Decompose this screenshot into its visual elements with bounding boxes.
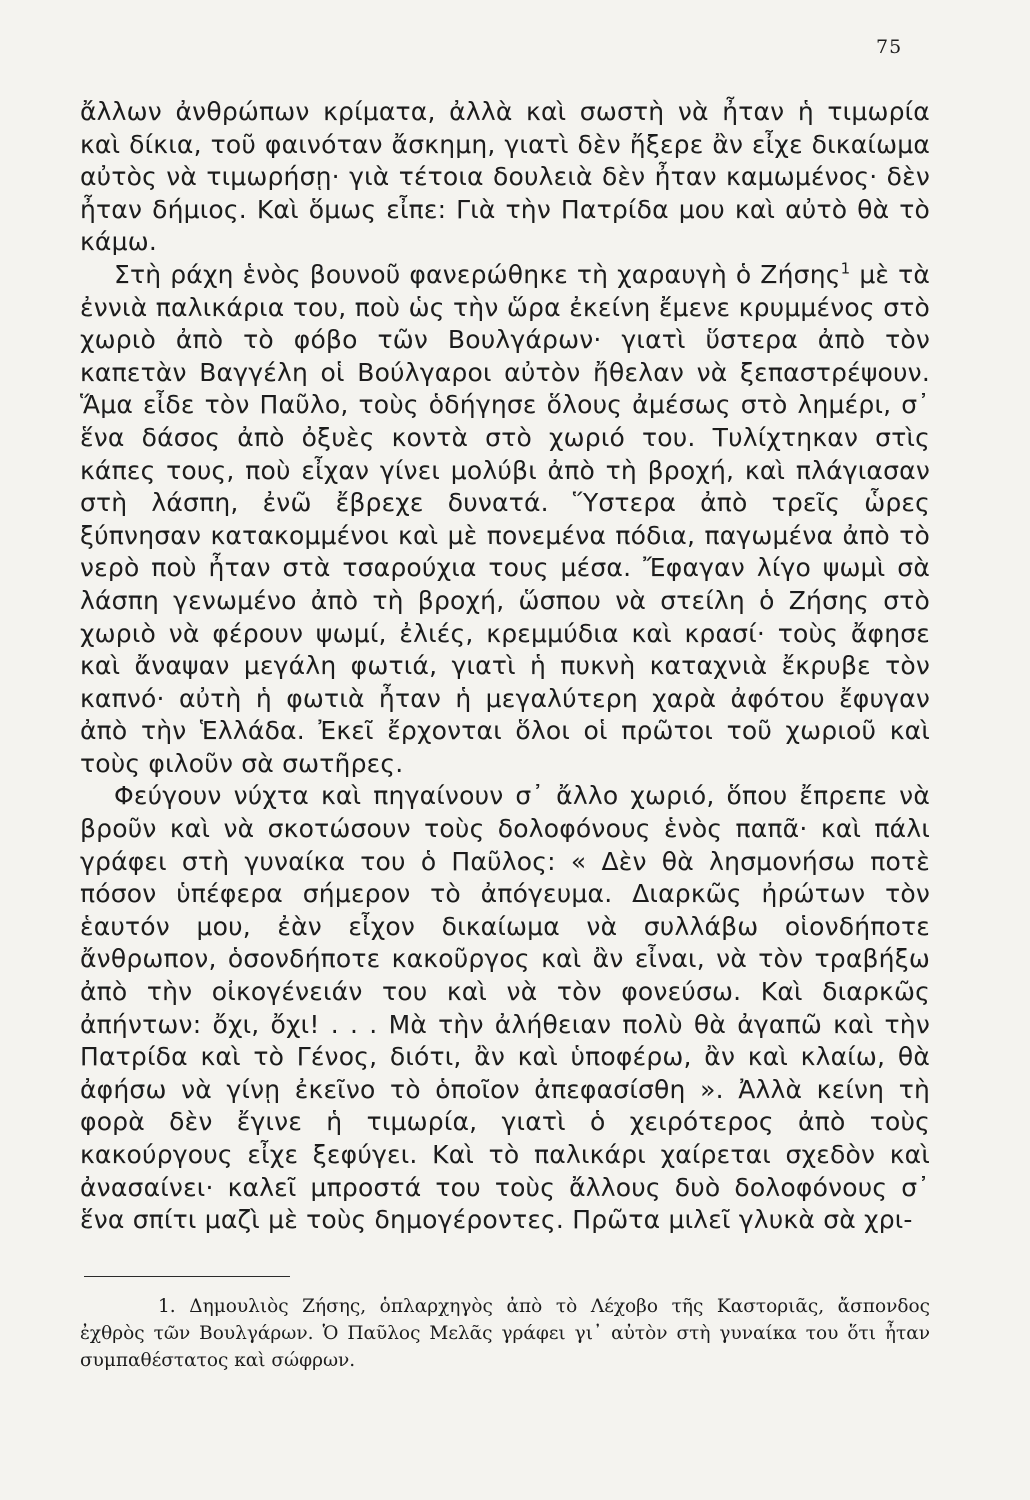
- footnote-reference[interactable]: 1: [840, 259, 851, 278]
- footnote-divider: [84, 1276, 290, 1277]
- paragraph-text: μὲ τὰ ἐννιὰ παλικάρια του, ποὺ ὡς τὴν ὥρα ἐκείνη ἔμενε κρυμμένος στὸ χωριὸ ἀπὸ τὸ φόβο τῶν Βουλγάρων· γιατὶ ὕστερα ἀπὸ τὸν καπετὰν Βαγγέλη οἱ Βούλγαροι αὐτὸν ἤθελαν νὰ ξεπαστρέψουν. Ἅμα εἶδε τὸν Παῦλο, τοὺς ὁδήγησε ὅλους ἀμέσως στὸ λημέρι, σ᾽ ἕνα δάσος ἀπὸ ὀξυὲς κοντὰ στὸ χωριό του. Τυλίχτηκαν στὶς κάπες τους, ποὺ εἶχαν γίνει μολύβι ἀπὸ τὴ βροχή, καὶ πλάγιασαν στὴ λάσπη, ἐνῶ ἔβρεχε δυνατά. Ὕστερα ἀπὸ τρεῖς ὧρες ξύπνησαν κατακομμένοι καὶ μὲ πονεμένα πόδια, παγωμένα ἀπὸ τὸ νερὸ ποὺ ἦταν στὰ τσαρούχια τους μέσα. Ἔφαγαν λίγο ψωμὶ σὰ λάσπη γενωμένο ἀπὸ τὴ βροχή, ὥσπου νὰ στείλη ὁ Ζήσης στὸ χωριὸ νὰ φέρουν ψωμί, ἐλιές, κρεμμύδια καὶ κρασί· τοὺς ἄφησε καὶ ἄναψαν μεγάλη φωτιά, γιατὶ ἡ πυκνὴ καταχνιὰ ἔκρυβε τὸν καπνό· αὐτὴ ἡ φωτιὰ ἦταν ἡ μεγαλύτερη χαρὰ ἀφότου ἔφυγαν ἀπὸ τὴν Ἑλλάδα. Ἐκεῖ ἔρχονται ὅλοι οἱ πρῶτοι τοῦ χωριοῦ καὶ τοὺς φιλοῦν σὰ σωτῆρες.: [80, 259, 931, 778]
- paragraph: [80, 259, 930, 781]
- main-text: [80, 96, 930, 1237]
- footnotes: [80, 1293, 930, 1374]
- paragraph-text: Στὴ ράχη ἑνὸς βουνοῦ φανερώθηκε τὴ χαραυγὴ ὁ Ζήσης: [114, 259, 841, 289]
- paragraph: ἄλλων ἀνθρώπων κρίματα, ἀλλὰ καὶ σωστὴ νὰ ἦταν ἡ τιμωρία καὶ δίκια, τοῦ φαινόταν ἄσκημη, γιατὶ δὲν ἤξερε ἂν εἶχε δικαίωμα αὐτὸς νὰ τιμωρήσῃ· γιὰ τέτοια δουλειὰ δὲν ἦταν καμωμένος· δὲν ἦταν δήμιος. Καὶ ὅμως εἶπε: Γιὰ τὴν Πατρίδα μου καὶ αὐτὸ θὰ τὸ κάμω.: [80, 97, 930, 257]
- footnote: 1. Δημουλιὸς Ζήσης, ὁπλαρχηγὸς ἀπὸ τὸ Λέχοβο τῆς Καστοριᾶς, ἄσπονδος ἐχθρὸς τῶν Βουλγάρων. Ὁ Παῦλος Μελᾶς γράφει γι᾽ αὐτὸν στὴ γυναίκα του ὅτι ἦταν συμπαθέστατος καὶ σώφρων.: [80, 1296, 930, 1371]
- page-number: 75: [876, 36, 903, 58]
- paragraph: Φεύγουν νύχτα καὶ πηγαίνουν σ᾽ ἄλλο χωριό, ὅπου ἔπρεπε νὰ βροῦν καὶ νὰ σκοτώσουν τοὺς δολοφόνους ἑνὸς παπᾶ· καὶ πάλι γράφει στὴ γυναίκα του ὁ Παῦλος: « Δὲν θὰ λησμονήσω ποτὲ πόσον ὑπέφερα σήμερον τὸ ἀπόγευμα. Διαρκῶς ἠρώτων τὸν ἑαυτόν μου, ἐὰν εἶχον δικαίωμα νὰ συλλάβω οἱονδήποτε ἄνθρωπον, ὁσονδήποτε κακοῦργος καὶ ἂν εἶναι, νὰ τὸν τραβήξω ἀπὸ τὴν οἰκογένειάν του καὶ νὰ τὸν φονεύσω. Καὶ διαρκῶς ἀπήντων: ὄχι, ὄχι! . . . Μὰ τὴν ἀλήθειαν πολὺ θὰ ἀγαπῶ καὶ τὴν Πατρίδα καὶ τὸ Γένος, διότι, ἂν καὶ ὑποφέρω, ἂν καὶ κλαίω, θὰ ἀφήσω νὰ γίνῃ ἐκεῖνο τὸ ὁποῖον ἀπεφασίσθη ». Ἀλλὰ κείνη τὴ φορὰ δὲν ἔγινε ἡ τιμωρία, γιατὶ ὁ χειρότερος ἀπὸ τοὺς κακούργους εἶχε ξεφύγει. Καὶ τὸ παλικάρι χαίρεται σχεδὸν καὶ ἀνασαίνει· καλεῖ μπροστά του τοὺς ἄλλους δυὸ δολοφόνους σ᾽ ἕνα σπίτι μαζὶ μὲ τοὺς δημογέροντες. Πρῶτα μιλεῖ γλυκὰ σὰ χρι-: [80, 781, 930, 1235]
